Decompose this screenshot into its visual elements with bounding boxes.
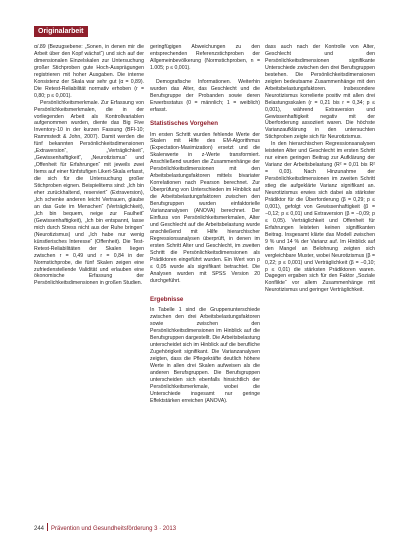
section-badge: Originalarbeit xyxy=(34,26,88,37)
page-number: 244 xyxy=(34,526,45,532)
section-heading-results: Ergebnisse xyxy=(150,295,184,303)
text-column-middle xyxy=(150,44,260,405)
journal-citation: Prävention und Gesundheitsförderung 3 · 2013 xyxy=(51,526,177,532)
paragraph: geringfügigen Abweichungen zu den entsprechenden Referenzstichproben der Allgemeinbevölkerung (Normstichproben, n = 1.005; p ≤ 0,001). xyxy=(150,44,260,71)
paragraph: dass auch nach der Kontrolle von Alter, Geschlecht und den Persönlichkeitsdimensionen signifikante Unterschiede zwischen den drei Berufsgruppen bestehen. Die Persönlichkeitsdimensionen zeigten bedeutsame Zusammenhänge mit den Arbeitsbelastungsfaktoren. Insbesondere Neurotizismus korrelierte positiv mit allen drei Belastungsskalen (r = 0,21 bis r = 0,34; p ≤ 0,001), während Extraversion und Gewissenhaftigkeit negativ mit der Überforderung assoziiert waren. Die höchste Varianzaufklärung in den untersuchten Stichproben zeigte sich für Neurotizismus. xyxy=(265,44,375,141)
text-column-right xyxy=(265,44,375,294)
footer-divider xyxy=(47,523,48,531)
paragraph: Demografische Informationen. Weiterhin wurden das Alter, das Geschlecht und die Berufsgruppe der Probanden sowie deren Erwerbsstatus (0 = männlich; 1 = weiblich) erfasst. xyxy=(150,78,260,113)
paragraph: Persönlichkeitsmerkmale. Zur Erfassung von Persönlichkeitsmerkmalen, die in der vorliegenden Arbeit als Kontrollvariablen aufgenommen wurden, diente das Big Five Inventory-10 in der kurzen Fassung (BFI-10; Rammstedt & John, 2007). Damit werden die fünf bekannten Persönlichkeitsdimensionen „Extraversion“, „Verträglichkeit“, „Gewissenhaftigkeit“, „Neurotizismus“ und „Offenheit für Erfahrungen“ mit jeweils zwei Items auf einer fünfstufigen Likert-Skala erfasst, die sich für die Untersuchung großer Stichproben eignen. Beispielitems sind: „Ich bin eher zurückhaltend, reserviert“ (Extraversion), „Ich schenke anderen leicht Vertrauen, glaube an das Gute im Menschen“ (Verträglichkeit), „Ich bin bequem, neige zur Faulheit“ (Gewissenhaftigkeit), „Ich bin entspannt, lasse mich durch Stress nicht aus der Ruhe bringen“ (Neurotizismus) und „Ich habe nur wenig künstlerisches Interesse“ (Offenheit). Die Test-Retest-Reliabilitäten der Skalen liegen zwischen r = 0,49 und r = 0,84 in der Normstichprobe, die fünf Skalen zeigen eine zufriedenstellende Validität und erlauben eine ökonomische Erfassung der Persönlichkeitsdimensionen in großen Studien. xyxy=(34,99,144,287)
section-heading-statistics: Statistisches Vorgehen xyxy=(150,119,218,127)
paragraph: α/.89 (Bezugsebene: „Sonen, in denen mir die Arbeit über den Kopf wächst“) und sich auf der dimensionalen Einzelskalen zur Untersuchung großer Stichproben gute Hoch-Ausprägungen registrieren mit hoher Ausgaben. Die interne Konsistenz der Skala war sehr gut (α = 0,89). Die Retest-Reliabilität normativ erhoben (r = 0,80; p ≤ 0,001). xyxy=(34,44,144,99)
page-footer xyxy=(34,523,176,532)
text-column-left xyxy=(34,44,144,287)
paragraph: Im ersten Schritt wurden fehlende Werte der Skalen mit Hilfe des EM-Algorithmus (Expectation-Maximization) ersetzt und die Skalenwerte in z-Werte transformiert. Anschließend wurden die Zusammenhänge der Persönlichkeitsdimensionen mit den Arbeitsbelastungsfaktoren mittels bivariater Korrelationen nach Pearson berechnet. Zur Überprüfung von Unterschieden im Hinblick auf die Arbeitsbelastungsfaktoren zwischen den Berufsgruppen wurden einfaktorielle Varianzanalysen (ANOVA) berechnet. Der Einfluss von Persönlichkeitsmerkmalen, Alter und Geschlecht auf die Arbeitsbelastung wurde anschließend mit Hilfe hierarchischer Regressionsanalysen überprüft, in denen im ersten Schritt Alter und Geschlecht, im zweiten Schritt die Persönlichkeitsdimensionen als Prädiktoren eingeführt wurden. Ein Wert von p ≤ 0,05 wurde als signifikant betrachtet. Die Analysen wurden mit SPSS Version 20 durchgeführt. xyxy=(150,131,260,284)
paragraph: In Tabelle 1 sind die Gruppenunterschiede zwischen den drei Arbeitsbelastungsfaktoren sowie zwischen den Persönlichkeitsdimensionen im Hinblick auf die Berufsgruppen dargestellt. Die Arbeitsbelastung unterscheidet sich im Hinblick auf die berufliche Zugehörigkeit signifikant. Die Varianzanalysen zeigten, dass die Pflegekräfte deutlich höhere Werte in allen drei Skalen aufweisen als die anderen Berufsgruppen. Die Berufsgruppen unterscheiden sich ebenfalls hinsichtlich der Persönlichkeitsmerkmale, wobei die Unterschiede insgesamt nur geringe Effektstärken erreichen (ANOVA). xyxy=(150,307,260,404)
paragraph: In den hierarchischen Regressionsanalysen leisteten Alter und Geschlecht im ersten Schritt nur einen geringen Beitrag zur Aufklärung der Varianz der Arbeitsbelastung (R² = 0,01 bis R² = 0,03). Nach Hinzunahme der Persönlichkeitsdimensionen im zweiten Schritt stieg die aufgeklärte Varianz signifikant an. Neurotizismus erwies sich dabei als stärkster Prädiktor für die Überforderung (β = 0,29; p ≤ 0,001), gefolgt von Gewissenhaftigkeit (β = −0,12; p ≤ 0,01) und Extraversion (β = −0,09; p ≤ 0,05). Verträglichkeit und Offenheit für Erfahrungen leisteten keinen signifikanten Beitrag. Insgesamt klärte das Modell zwischen 9 % und 14 % der Varianz auf. Im Hinblick auf den Mangel an Belohnung zeigten sich vergleichbare Muster, wobei Neurotizismus (β = 0,22; p ≤ 0,001) und Verträglichkeit (β = −0,10; p ≤ 0,01) die stärksten Prädiktoren waren. Dagegen ergaben sich für den Faktor „Soziale Konflikte“ vor allem Zusammenhänge mit Neurotizismus und geringer Verträglichkeit. xyxy=(265,141,375,294)
